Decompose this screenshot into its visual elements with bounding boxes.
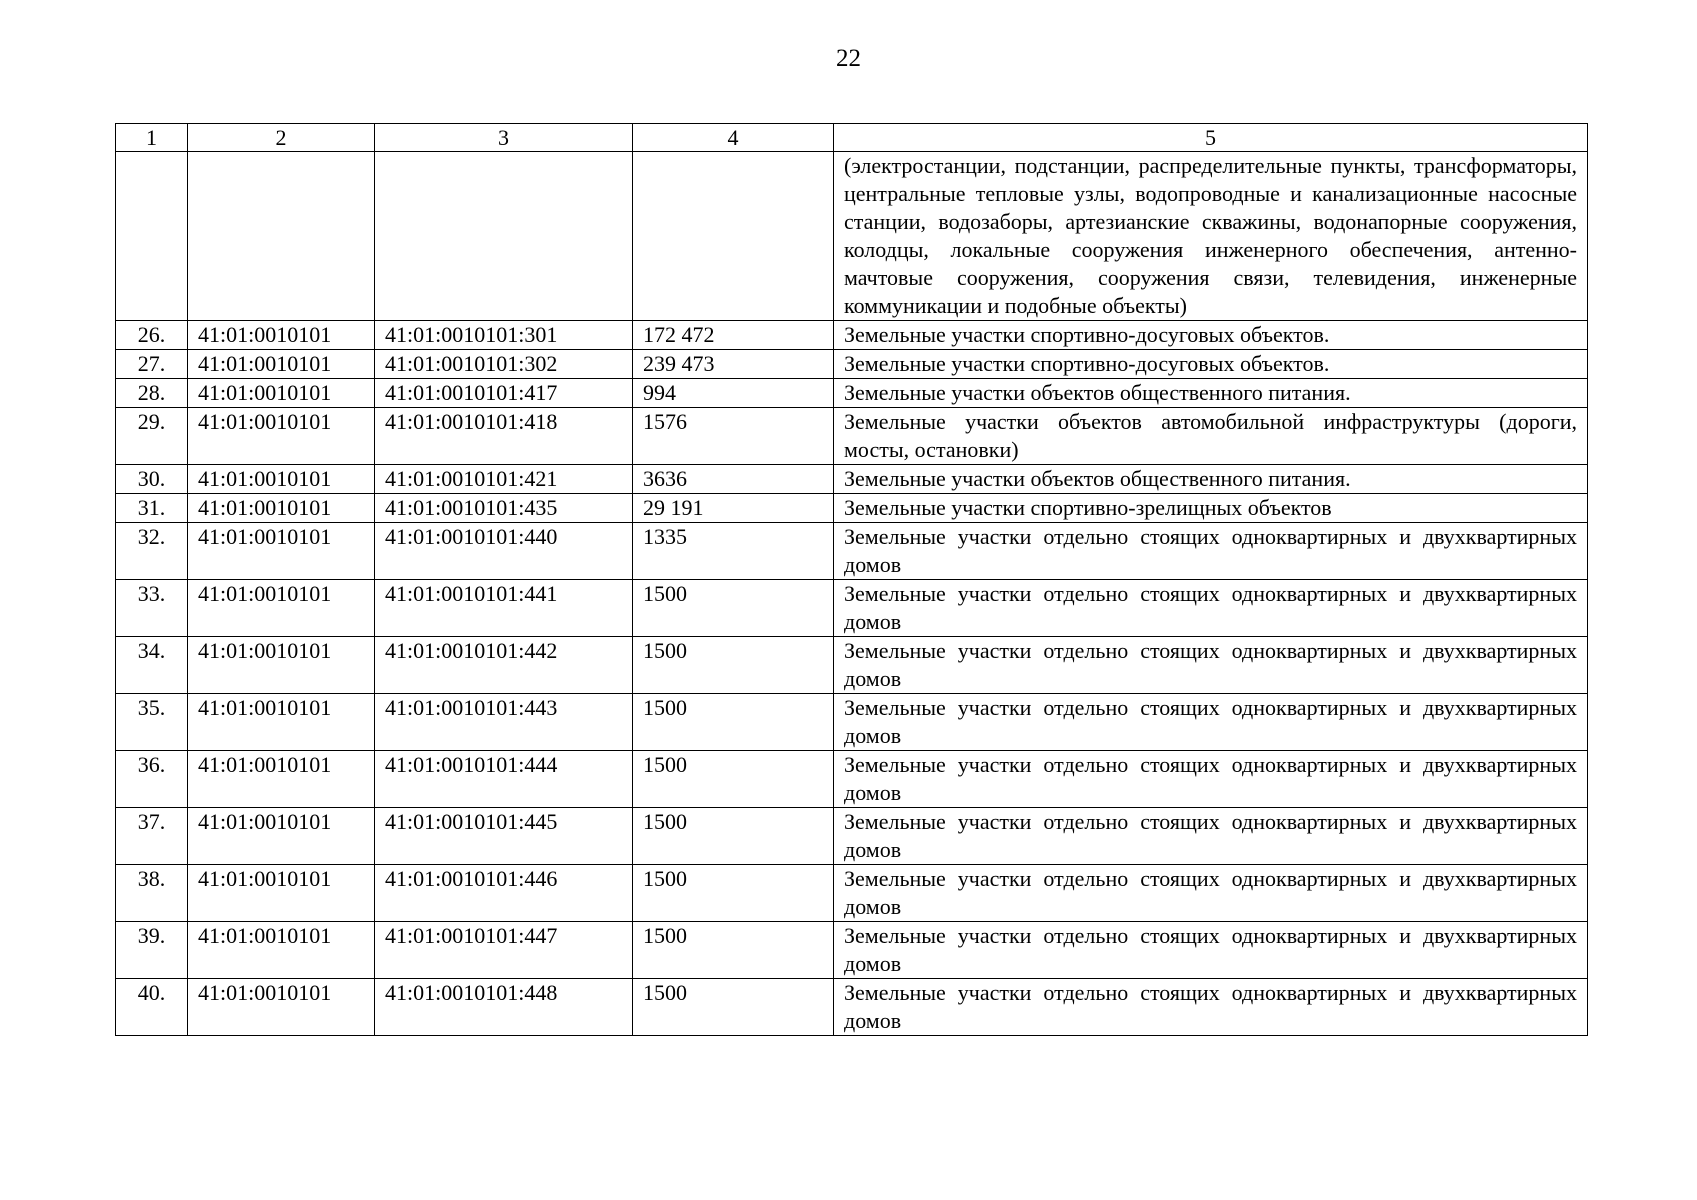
permitted-use: Земельные участки отдельно стоящих одноквартирных и двухквартирных домов — [834, 637, 1588, 694]
header-cell: 2 — [188, 124, 375, 152]
table-row — [116, 580, 1588, 637]
table-row — [116, 321, 1588, 350]
table-row — [116, 379, 1588, 408]
table-row — [116, 523, 1588, 580]
row-number: 28. — [116, 379, 188, 408]
empty-cell — [633, 152, 834, 321]
plot-area: 1500 — [633, 751, 834, 808]
permitted-use: Земельные участки отдельно стоящих одноквартирных и двухквартирных домов — [834, 865, 1588, 922]
permitted-use: Земельные участки отдельно стоящих одноквартирных и двухквартирных домов — [834, 751, 1588, 808]
plot-area: 994 — [633, 379, 834, 408]
cadastral-number: 41:01:0010101:445 — [375, 808, 633, 865]
cadastral-quarter: 41:01:0010101 — [188, 751, 375, 808]
permitted-use: Земельные участки отдельно стоящих одноквартирных и двухквартирных домов — [834, 580, 1588, 637]
empty-cell — [188, 152, 375, 321]
cadastral-quarter: 41:01:0010101 — [188, 979, 375, 1036]
row-number: 36. — [116, 751, 188, 808]
cadastral-quarter: 41:01:0010101 — [188, 321, 375, 350]
header-cell: 4 — [633, 124, 834, 152]
permitted-use: Земельные участки отдельно стоящих одноквартирных и двухквартирных домов — [834, 523, 1588, 580]
row-number: 34. — [116, 637, 188, 694]
permitted-use: Земельные участки объектов общественного питания. — [834, 379, 1588, 408]
cadastral-number: 41:01:0010101:421 — [375, 465, 633, 494]
row-number: 29. — [116, 408, 188, 465]
table-row — [116, 350, 1588, 379]
cadastral-number: 41:01:0010101:444 — [375, 751, 633, 808]
table-row — [116, 637, 1588, 694]
plot-area: 1335 — [633, 523, 834, 580]
cadastral-quarter: 41:01:0010101 — [188, 922, 375, 979]
table-row — [116, 494, 1588, 523]
table-row — [116, 922, 1588, 979]
row-number: 33. — [116, 580, 188, 637]
cadastral-quarter: 41:01:0010101 — [188, 408, 375, 465]
plot-area: 3636 — [633, 465, 834, 494]
table-row — [116, 694, 1588, 751]
continuation-description: (электростанции, подстанции, распределительные пункты, трансформаторы, центральные тепловые узлы, водопроводные и канализационные насосные станции, водозаборы, артезианские скважины, водонапорные сооружения, колодцы, локальные сооружения инженерного обеспечения, антенно-мачтовые сооружения, сооружения связи, телевидения, инженерные коммуникации и подобные объекты) — [834, 152, 1588, 321]
cadastral-number: 41:01:0010101:441 — [375, 580, 633, 637]
plot-area: 1500 — [633, 865, 834, 922]
cadastral-quarter: 41:01:0010101 — [188, 865, 375, 922]
cadastral-quarter: 41:01:0010101 — [188, 523, 375, 580]
continuation-row — [116, 152, 1588, 321]
row-number: 35. — [116, 694, 188, 751]
permitted-use: Земельные участки объектов автомобильной инфраструктуры (дороги, мосты, остановки) — [834, 408, 1588, 465]
cadastral-number: 41:01:0010101:443 — [375, 694, 633, 751]
cadastral-quarter: 41:01:0010101 — [188, 494, 375, 523]
permitted-use: Земельные участки объектов общественного питания. — [834, 465, 1588, 494]
permitted-use: Земельные участки спортивно-досуговых объектов. — [834, 321, 1588, 350]
table-row — [116, 465, 1588, 494]
table-row — [116, 751, 1588, 808]
row-number: 37. — [116, 808, 188, 865]
plot-area: 1500 — [633, 979, 834, 1036]
plot-area: 1500 — [633, 808, 834, 865]
header-cell: 1 — [116, 124, 188, 152]
row-number: 40. — [116, 979, 188, 1036]
header-cell: 5 — [834, 124, 1588, 152]
cadastral-number: 41:01:0010101:418 — [375, 408, 633, 465]
plot-area: 1500 — [633, 637, 834, 694]
cadastral-number: 41:01:0010101:301 — [375, 321, 633, 350]
cadastral-quarter: 41:01:0010101 — [188, 350, 375, 379]
land-plots-table — [115, 123, 1588, 1036]
permitted-use: Земельные участки отдельно стоящих одноквартирных и двухквартирных домов — [834, 922, 1588, 979]
cadastral-number: 41:01:0010101:448 — [375, 979, 633, 1036]
empty-cell — [375, 152, 633, 321]
permitted-use: Земельные участки отдельно стоящих одноквартирных и двухквартирных домов — [834, 694, 1588, 751]
cadastral-quarter: 41:01:0010101 — [188, 694, 375, 751]
row-number: 39. — [116, 922, 188, 979]
row-number: 38. — [116, 865, 188, 922]
plot-area: 239 473 — [633, 350, 834, 379]
plot-area: 172 472 — [633, 321, 834, 350]
cadastral-quarter: 41:01:0010101 — [188, 580, 375, 637]
cadastral-number: 41:01:0010101:435 — [375, 494, 633, 523]
empty-cell — [116, 152, 188, 321]
cadastral-number: 41:01:0010101:302 — [375, 350, 633, 379]
plot-area: 1500 — [633, 580, 834, 637]
plot-area: 29 191 — [633, 494, 834, 523]
cadastral-number: 41:01:0010101:440 — [375, 523, 633, 580]
row-number: 31. — [116, 494, 188, 523]
cadastral-number: 41:01:0010101:446 — [375, 865, 633, 922]
table-row — [116, 865, 1588, 922]
cadastral-quarter: 41:01:0010101 — [188, 465, 375, 494]
row-number: 27. — [116, 350, 188, 379]
row-number: 30. — [116, 465, 188, 494]
permitted-use: Земельные участки отдельно стоящих одноквартирных и двухквартирных домов — [834, 808, 1588, 865]
cadastral-quarter: 41:01:0010101 — [188, 379, 375, 408]
plot-area: 1576 — [633, 408, 834, 465]
table-row — [116, 979, 1588, 1036]
cadastral-quarter: 41:01:0010101 — [188, 637, 375, 694]
table-row — [116, 808, 1588, 865]
plot-area: 1500 — [633, 922, 834, 979]
row-number: 32. — [116, 523, 188, 580]
plot-area: 1500 — [633, 694, 834, 751]
permitted-use: Земельные участки спортивно-зрелищных объектов — [834, 494, 1588, 523]
header-cell: 3 — [375, 124, 633, 152]
permitted-use: Земельные участки отдельно стоящих одноквартирных и двухквартирных домов — [834, 979, 1588, 1036]
cadastral-number: 41:01:0010101:447 — [375, 922, 633, 979]
cadastral-number: 41:01:0010101:442 — [375, 637, 633, 694]
cadastral-number: 41:01:0010101:417 — [375, 379, 633, 408]
row-number: 26. — [116, 321, 188, 350]
page-number: 22 — [836, 45, 861, 72]
table-header-row — [116, 124, 1588, 152]
table-row — [116, 408, 1588, 465]
permitted-use: Земельные участки спортивно-досуговых объектов. — [834, 350, 1588, 379]
cadastral-quarter: 41:01:0010101 — [188, 808, 375, 865]
